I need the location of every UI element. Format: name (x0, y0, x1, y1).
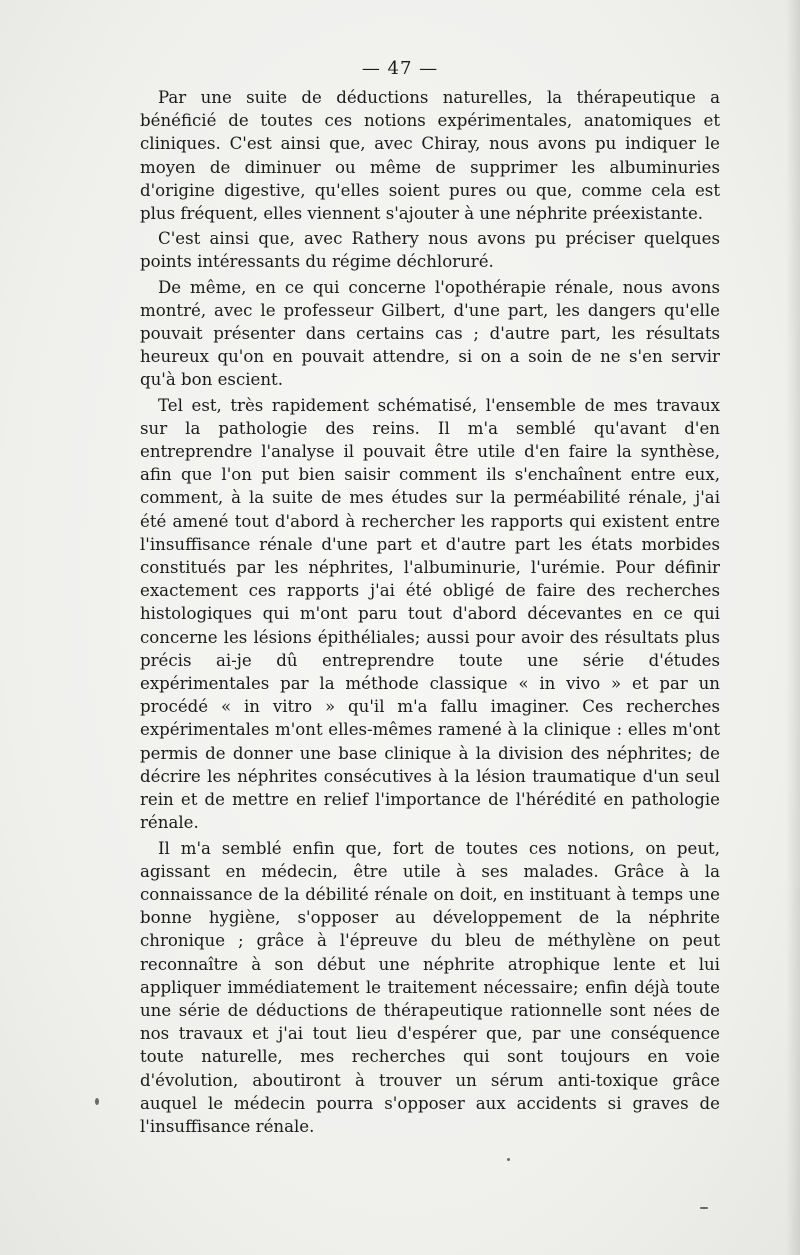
paragraph-5: Il m'a semblé enfin que, fort de toutes ces notions, on peut, agissant en médecin, être utile à ses malades. Grâce à la connaissance de la débilité rénale on doit, en instituant à temps une bonne hygiène, s'opposer au développement de la néphrite chronique ; grâce à l'épreuve du bleu de méthylène on peut reconnaître à son début une néphrite atrophique lente et lui appliquer immédiatement le traitement nécessaire; enfin déjà toute une série de déductions de thérapeutique rationnelle sont nées de nos travaux et j'ai tout lieu d'espérer que, par une conséquence toute naturelle, mes recherches qui sont toujours en voie d'évolution, aboutiront à trouver un sérum anti-toxique grâce auquel le médecin pourra s'opposer aux accidents si graves de l'insuffisance rénale. (140, 838, 720, 1136)
page-number: — 47 — (361, 58, 439, 79)
paragraph-2: C'est ainsi que, avec Rathery nous avons pu préciser quelques points intéressants du régime déchloruré. (140, 229, 720, 272)
paragraph-4: Tel est, très rapidement schématisé, l'ensemble de mes travaux sur la pathologie des reins. Il m'a semblé qu'avant d'en entreprendre l'analyse il pouvait être utile d'en faire la synthèse, afin que l'on put bien saisir comment ils s'enchaînent entre eux, comment, à la suite de mes études sur la perméabilité rénale, j'ai été amené tout d'abord à rechercher les rapports qui existent entre l'insuffisance rénale d'une part et d'autre part les états morbides constitués par les néphrites, l'albuminurie, l'urémie. Pour définir exactement ces rapports j'ai été obligé de faire des recherches histologiques qui m'ont paru tout d'abord décevantes en ce qui concerne les lésions épithéliales; aussi pour avoir des résultats plus précis ai-je dû entreprendre toute une série d'études expérimentales par la méthode classique « in vivo » et par un procédé « in vitro » qu'il m'a fallu imaginer. Ces recherches expérimentales m'ont elles-mêmes ramené à la clinique : elles m'ont permis de donner une base clinique à la division des néphrites; de décrire les néphrites consécutives à la lésion traumatique d'un seul rein et de mettre en relief l'importance de l'hérédité en pathologie rénale. (140, 395, 720, 833)
ink-speck (95, 1098, 99, 1105)
body-text (140, 86, 720, 1138)
paragraph-1: Par une suite de déductions naturelles, la thérapeutique a bénéficié de toutes ces notions expérimentales, anatomiques et cliniques. C'est ainsi que, avec Chiray, nous avons pu indiquer le moyen de diminuer ou même de supprimer les albuminuries d'origine digestive, qu'elles soient pures ou que, comme cela est plus fréquent, elles viennent s'ajouter à une néphrite préexistante. (140, 88, 720, 224)
page-edge-shadow (786, 0, 800, 1255)
ink-speck (507, 1158, 510, 1161)
ink-speck (700, 1207, 708, 1209)
paragraph-3: De même, en ce qui concerne l'opothérapie rénale, nous avons montré, avec le professeur Gilbert, d'une part, les dangers qu'elle pouvait présenter dans certains cas ; d'autre part, les résultats heureux qu'on en pouvait attendre, si on a soin de ne s'en servir qu'à bon escient. (140, 277, 720, 390)
